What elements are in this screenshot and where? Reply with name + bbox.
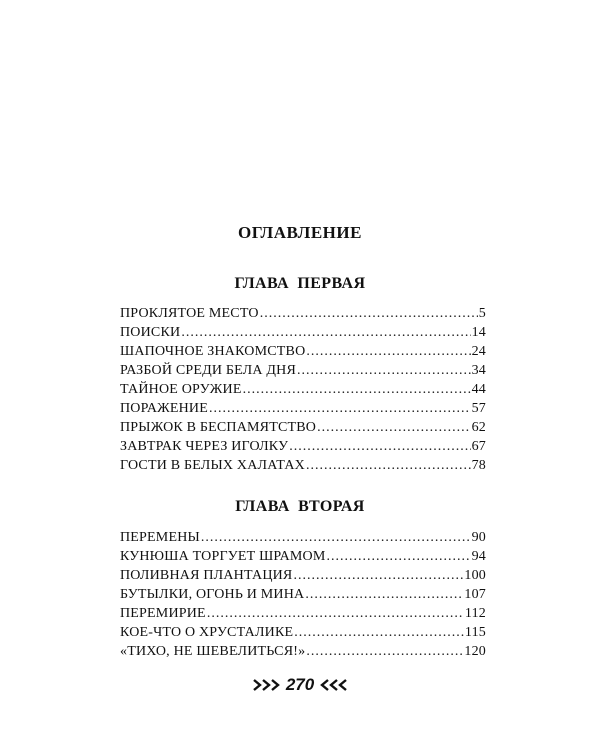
toc-entry-page: 100 [464, 568, 486, 583]
page-folio [0, 675, 600, 695]
toc-entry [120, 323, 486, 342]
toc-entry [120, 585, 486, 604]
toc-entry-title: ПЕРЕМИРИЕ [120, 606, 206, 621]
toc-dot-leader [306, 642, 463, 661]
toc-entry [120, 642, 486, 661]
toc-entry-title: ПОИСКИ [120, 325, 181, 340]
chapter-2-title: ГЛАВА ВТОРАЯ [235, 498, 365, 515]
toc-entry [120, 456, 486, 475]
toc-entry-page: 5 [478, 306, 486, 321]
ornament-right-icon [318, 678, 348, 692]
toc-entry-page: 78 [471, 458, 486, 473]
toc-entry-page: 44 [471, 382, 486, 397]
toc-entry-page: 67 [471, 439, 486, 454]
toc-entry-title: ШАПОЧНОЕ ЗНАКОМСТВО [120, 344, 306, 359]
toc-entry [120, 304, 486, 323]
toc-entry-page: 57 [471, 401, 486, 416]
toc-entry-page: 115 [464, 625, 486, 640]
toc-dot-leader [289, 437, 470, 456]
toc-entry-title: ПОЛИВНАЯ ПЛАНТАЦИЯ [120, 568, 293, 583]
toc-entry-page: 107 [464, 587, 486, 602]
toc-dot-leader [297, 361, 471, 380]
toc-dot-leader [327, 547, 471, 566]
toc-entry [120, 437, 486, 456]
toc-dot-leader [260, 304, 478, 323]
toc-entry-page: 34 [471, 363, 486, 378]
ornament-left-icon [252, 678, 282, 692]
toc-dot-leader [181, 323, 470, 342]
toc-dot-leader [317, 418, 470, 437]
toc-entry-title: ГОСТИ В БЕЛЫХ ХАЛАТАХ [120, 458, 305, 473]
toc-entry [120, 604, 486, 623]
toc-entry [120, 547, 486, 566]
toc-dot-leader [293, 566, 463, 585]
toc-entry-title: ПРОКЛЯТОЕ МЕСТО [120, 306, 259, 321]
page-title: ОГЛАВЛЕНИЕ [238, 223, 362, 242]
toc-entry-title: ЗАВТРАК ЧЕРЕЗ ИГОЛКУ [120, 439, 289, 454]
toc-entry [120, 566, 486, 585]
toc-entry-title: «ТИХО, НЕ ШЕВЕЛИТЬСЯ!» [120, 644, 306, 659]
toc-entry [120, 399, 486, 418]
toc-dot-leader [306, 456, 471, 475]
toc-entry-page: 94 [471, 549, 486, 564]
toc-entry-page: 120 [464, 644, 486, 659]
toc-entry [120, 380, 486, 399]
toc-dot-leader [243, 380, 471, 399]
toc-entry [120, 342, 486, 361]
toc-entry-title: ПОРАЖЕНИЕ [120, 401, 208, 416]
toc-entry [120, 528, 486, 547]
toc-entry [120, 361, 486, 380]
toc-entry [120, 623, 486, 642]
toc-entry-title: ПЕРЕМЕНЫ [120, 530, 200, 545]
toc-dot-leader [294, 623, 464, 642]
toc-entry [120, 418, 486, 437]
toc-dot-leader [209, 399, 471, 418]
toc-dot-leader [201, 528, 471, 547]
toc-dot-leader [306, 342, 470, 361]
toc-entry-page: 62 [471, 420, 486, 435]
toc-entry-title: ПРЫЖОК В БЕСПАМЯТСТВО [120, 420, 317, 435]
toc-entry-page: 112 [464, 606, 486, 621]
toc-dot-leader [305, 585, 463, 604]
toc-entry-page: 90 [471, 530, 486, 545]
toc-entry-title: ТАЙНОЕ ОРУЖИЕ [120, 382, 242, 397]
chapter-1-title: ГЛАВА ПЕРВАЯ [234, 275, 366, 292]
toc-entry-title: РАЗБОЙ СРЕДИ БЕЛА ДНЯ [120, 363, 296, 378]
toc-entry-title: КУНЮША ТОРГУЕТ ШРАМОМ [120, 549, 326, 564]
page-number: 270 [285, 675, 315, 694]
chapter-2-toc [120, 528, 486, 661]
chapter-1-toc [120, 304, 486, 475]
toc-entry-title: КОЕ-ЧТО О ХРУСТАЛИКЕ [120, 625, 294, 640]
toc-entry-page: 14 [471, 325, 486, 340]
toc-dot-leader [207, 604, 464, 623]
toc-entry-page: 24 [471, 344, 486, 359]
toc-entry-title: БУТЫЛКИ, ОГОНЬ И МИНА [120, 587, 305, 602]
